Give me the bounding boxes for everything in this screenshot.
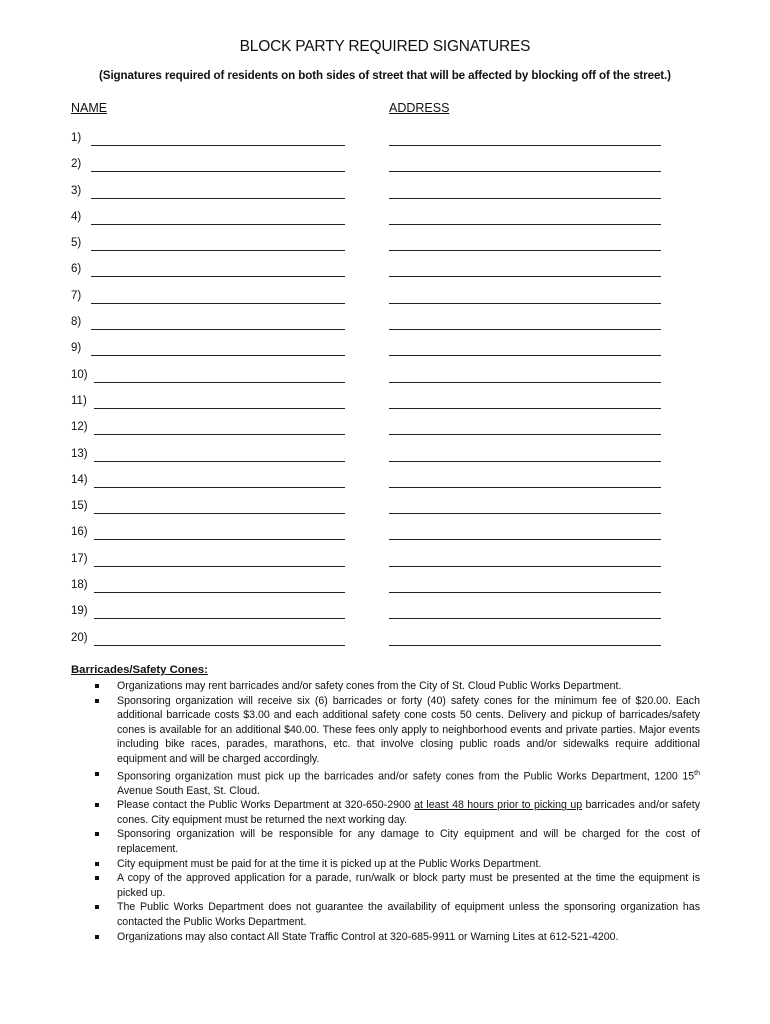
bullet-icon	[95, 905, 99, 909]
ordinal-superscript: th	[694, 769, 700, 777]
address-line[interactable]	[389, 645, 661, 646]
bullet-text-end: barricades and/or safety cones. City equipment must be returned the next working day.	[117, 799, 701, 826]
signature-row	[0, 337, 770, 363]
row-number: 10)	[71, 368, 88, 381]
row-number: 20)	[71, 631, 88, 644]
barricades-section-title: Barricades/Safety Cones:	[71, 664, 208, 676]
address-line[interactable]	[389, 461, 661, 462]
name-line[interactable]	[94, 408, 345, 409]
signature-row	[0, 232, 770, 258]
signature-row	[0, 258, 770, 284]
address-line[interactable]	[389, 171, 661, 172]
signature-row	[0, 416, 770, 442]
signature-row	[0, 180, 770, 206]
bullet-text: Sponsoring organization will receive six (6) barricades or forty (40) safety cones for the minimum fee of $20.00. Each additional barricade costs $3.00 and each additional safety cone costs 50 cents. Delivery and pickup of barricades/safety cones is available for an additional $40.00. These fees only apply to neighborhood events and private parties. Major events including bike races, parades, marathons, etc. that involve closing public roads and/or sidewalks require additional equipment and will be charged accordingly.	[117, 694, 700, 765]
signature-row	[0, 443, 770, 469]
bullet-icon	[95, 935, 99, 939]
name-line[interactable]	[94, 618, 345, 619]
barricades-bullet-list	[95, 679, 700, 944]
bullet-icon	[95, 876, 99, 880]
signature-row	[0, 574, 770, 600]
address-line[interactable]	[389, 224, 661, 225]
signature-row	[0, 495, 770, 521]
address-line[interactable]	[389, 539, 661, 540]
signature-row	[0, 153, 770, 179]
list-item	[95, 857, 700, 872]
row-number: 9)	[71, 342, 82, 355]
address-line[interactable]	[389, 276, 661, 277]
list-item	[95, 900, 700, 929]
bullet-text-start: Sponsoring organization must pick up the barricades and/or safety cones from the Public Works Department, 1200 15	[117, 770, 695, 783]
name-line[interactable]	[91, 276, 345, 277]
address-line[interactable]	[389, 198, 661, 199]
signature-row	[0, 364, 770, 390]
underlined-text: at least 48 hours prior to picking up	[414, 799, 583, 812]
address-line[interactable]	[389, 513, 661, 514]
name-column-header: NAME	[71, 101, 108, 115]
row-number: 16)	[71, 526, 88, 539]
signature-rows	[0, 127, 770, 653]
signature-row	[0, 285, 770, 311]
signature-row	[0, 469, 770, 495]
row-number: 13)	[71, 447, 88, 460]
name-line[interactable]	[91, 355, 345, 356]
bullet-icon	[95, 772, 99, 776]
row-number: 14)	[71, 473, 88, 486]
name-line[interactable]	[94, 513, 345, 514]
signature-row	[0, 206, 770, 232]
row-number: 15)	[71, 500, 88, 513]
signature-row	[0, 127, 770, 153]
bullet-text-start: Please contact the Public Works Department at 320-650-2900	[117, 799, 415, 812]
name-line[interactable]	[91, 250, 345, 251]
row-number: 19)	[71, 605, 88, 618]
row-number: 17)	[71, 552, 88, 565]
bullet-text: The Public Works Department does not guarantee the availability of equipment unless the sponsoring organization has contacted the Public Works Department.	[117, 901, 700, 929]
row-number: 5)	[71, 237, 82, 250]
list-item	[95, 930, 700, 945]
name-line[interactable]	[91, 145, 345, 146]
row-number: 1)	[71, 132, 82, 144]
row-number: 18)	[71, 579, 88, 592]
address-line[interactable]	[389, 487, 661, 488]
name-line[interactable]	[94, 434, 345, 435]
name-line[interactable]	[91, 171, 345, 172]
bullet-text: Organizations may also contact All State Traffic Control at 320-685-9911 or Warning Lites at 612-521-4200.	[117, 930, 619, 943]
signature-row	[0, 627, 770, 653]
row-number: 7)	[71, 289, 82, 302]
list-item	[95, 679, 700, 694]
signature-row	[0, 390, 770, 416]
signature-row	[0, 548, 770, 574]
address-line[interactable]	[389, 408, 661, 409]
name-line[interactable]	[94, 382, 345, 383]
list-item	[95, 871, 700, 900]
name-line[interactable]	[94, 539, 345, 540]
row-number: 6)	[71, 263, 82, 276]
list-item	[95, 798, 700, 827]
bullet-icon	[95, 803, 99, 807]
address-line[interactable]	[389, 355, 661, 356]
list-item	[95, 694, 700, 767]
signature-row	[0, 600, 770, 626]
row-number: 8)	[71, 316, 82, 329]
address-column-header: ADDRESS	[389, 101, 450, 115]
name-line[interactable]	[91, 224, 345, 225]
name-line[interactable]	[91, 303, 345, 304]
row-number: 3)	[71, 184, 82, 197]
page-title: BLOCK PARTY REQUIRED SIGNATURES	[239, 38, 531, 55]
bullet-icon	[95, 832, 99, 836]
address-line[interactable]	[389, 434, 661, 435]
bullet-text-end: Avenue South East, St. Cloud.	[117, 784, 260, 797]
name-line[interactable]	[94, 461, 345, 462]
address-line[interactable]	[389, 618, 661, 619]
bullet-icon	[95, 699, 99, 703]
bullet-text: City equipment must be paid for at the time it is picked up at the Public Works Department.	[117, 857, 542, 870]
row-number: 12)	[71, 421, 88, 434]
address-line[interactable]	[389, 145, 661, 146]
name-line[interactable]	[94, 592, 345, 593]
bullet-text: Sponsoring organization will be responsible for any damage to City equipment and will be charged for the cost of replacement.	[117, 828, 700, 856]
address-line[interactable]	[389, 592, 661, 593]
address-line[interactable]	[389, 303, 661, 304]
bullet-text: A copy of the approved application for a parade, run/walk or block party must be presented at the time the equipment is picked up.	[117, 872, 700, 899]
bullet-text: Organizations may rent barricades and/or safety cones from the City of St. Cloud Public Works Department.	[117, 680, 622, 692]
row-number: 2)	[71, 158, 82, 171]
signature-row	[0, 521, 770, 547]
signature-row	[0, 311, 770, 337]
name-line[interactable]	[91, 198, 345, 199]
address-line[interactable]	[389, 329, 661, 330]
name-line[interactable]	[94, 566, 345, 567]
row-number: 11)	[71, 394, 87, 407]
address-line[interactable]	[389, 382, 661, 383]
name-line[interactable]	[91, 329, 345, 330]
bullet-icon	[95, 684, 99, 688]
row-number: 4)	[71, 210, 82, 223]
name-line[interactable]	[94, 487, 345, 488]
list-item	[95, 827, 700, 856]
name-line[interactable]	[94, 645, 345, 646]
list-item	[95, 767, 700, 799]
bullet-icon	[95, 862, 99, 866]
page-subtitle: (Signatures required of residents on both sides of street that will be affected by blocking off of the street.)	[99, 69, 671, 82]
address-line[interactable]	[389, 250, 661, 251]
address-line[interactable]	[389, 566, 661, 567]
